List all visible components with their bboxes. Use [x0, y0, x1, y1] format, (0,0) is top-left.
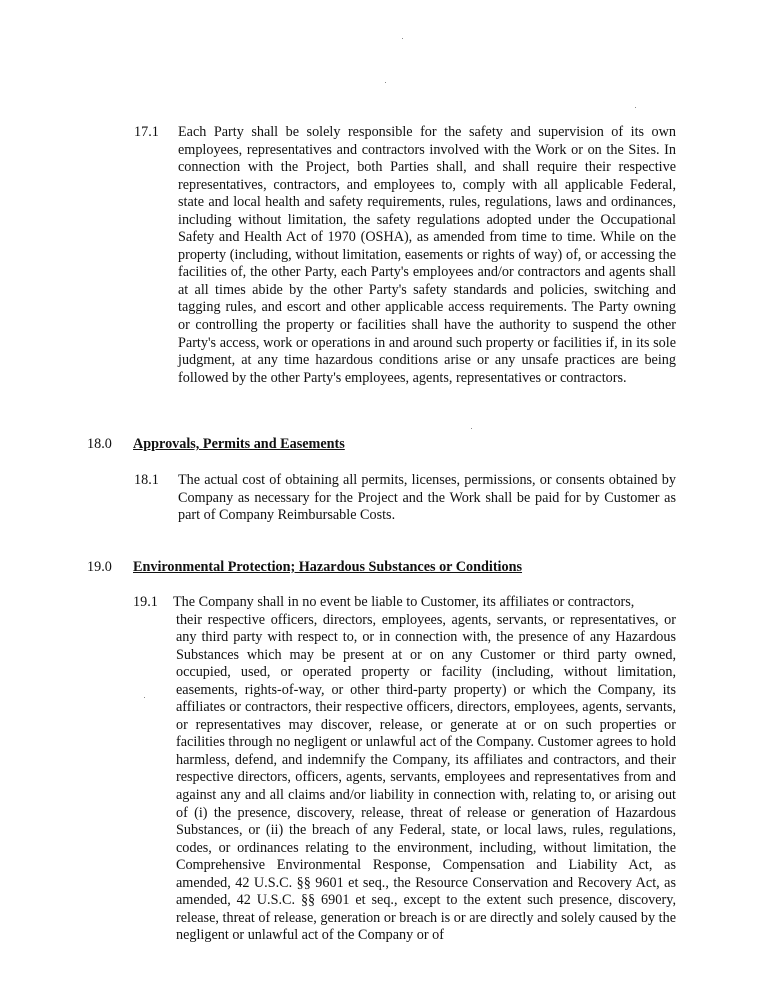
- scan-speck: [402, 38, 403, 39]
- section-heading: Environmental Protection; Hazardous Substances or Conditions: [133, 559, 523, 575]
- section-heading: Approvals, Permits and Easements: [133, 436, 345, 452]
- section-paragraph-first-line: The Company shall in no event be liable to Customer, its affiliates or contractors,: [173, 594, 635, 610]
- section-paragraph: The actual cost of obtaining all permits, licenses, permissions, or consents obtained by Company as necessary for the Project and the Work shall be paid for by Customer as part of Company Reimbursable Costs.: [178, 472, 676, 524]
- section-heading-number: 19.0: [87, 559, 112, 575]
- section-paragraph: their respective officers, directors, employees, agents, servants, or representatives, or any third party with respect to, or in connection with, the presence of any Hazardous Substances which may be present at or on any Customer or third party owned, occupied, used, or operated property or facility (including, without limitation, easements, rights-of-way, or other third-party property) or which the Company, its affiliates or contractors, their respective officers, directors, employees, agents, servants, or representatives may discover, release, or generate at or on such properties or facilities through no negligent or unlawful act of the Company. Customer agrees to hold harmless, defend, and indemnify the Company, its affiliates and contractors, and their respective directors, officers, agents, servants, employees and representatives from and against any and all claims and/or liability in connection with, relating to, or arising out of (i) the presence, discovery, release, threat of release or generation of Hazardous Substances, or (ii) the breach of any Federal, state, or local laws, rules, regulations, codes, or ordinances relating to the environment, including, without limitation, the Comprehensive Environmental Response, Compensation and Liability Act, as amended, 42 U.S.C. §§ 9601 et seq., the Resource Conservation and Recovery Act, as amended, 42 U.S.C. §§ 6901 et seq., except to the extent such presence, discovery, release, threat of release, generation or breach is or are directly and solely caused by the negligent or unlawful act of the Company or of: [176, 611, 676, 944]
- section-paragraph: Each Party shall be solely responsible for the safety and supervision of its own employees, representatives and contractors involved with the Work or on the Sites. In connection with the Project, both Parties shall, and shall require their respective representatives, contractors, and employees to, comply with all applicable Federal, state and local health and safety requirements, rules, regulations, laws and ordinances, including without limitation, the safety regulations adopted under the Occupational Safety and Health Act of 1970 (OSHA), as amended from time to time. While on the property (including, without limitation, easements or rights of way) of, or accessing the facilities of, the other Party, each Party's employees and/or contractors and agents shall at all times abide by the other Party's safety standards and policies, switching and tagging rules, and escort and other applicable access requirements. The Party owning or controlling the property or facilities shall have the authority to suspend the other Party's access, work or operations in and around such property or facilities if, in its sole judgment, at any time hazardous conditions arise or any unsafe practices are being followed by the other Party's employees, agents, representatives or contractors.: [178, 124, 676, 386]
- section-heading-number: 18.0: [87, 436, 112, 452]
- scan-speck: [385, 82, 386, 83]
- scan-speck: [144, 697, 145, 698]
- scan-speck: [635, 107, 636, 108]
- section-number: 18.1: [134, 472, 159, 488]
- scan-speck: [471, 428, 472, 429]
- section-number: 19.1: [133, 594, 158, 610]
- section-number: 17.1: [134, 124, 159, 140]
